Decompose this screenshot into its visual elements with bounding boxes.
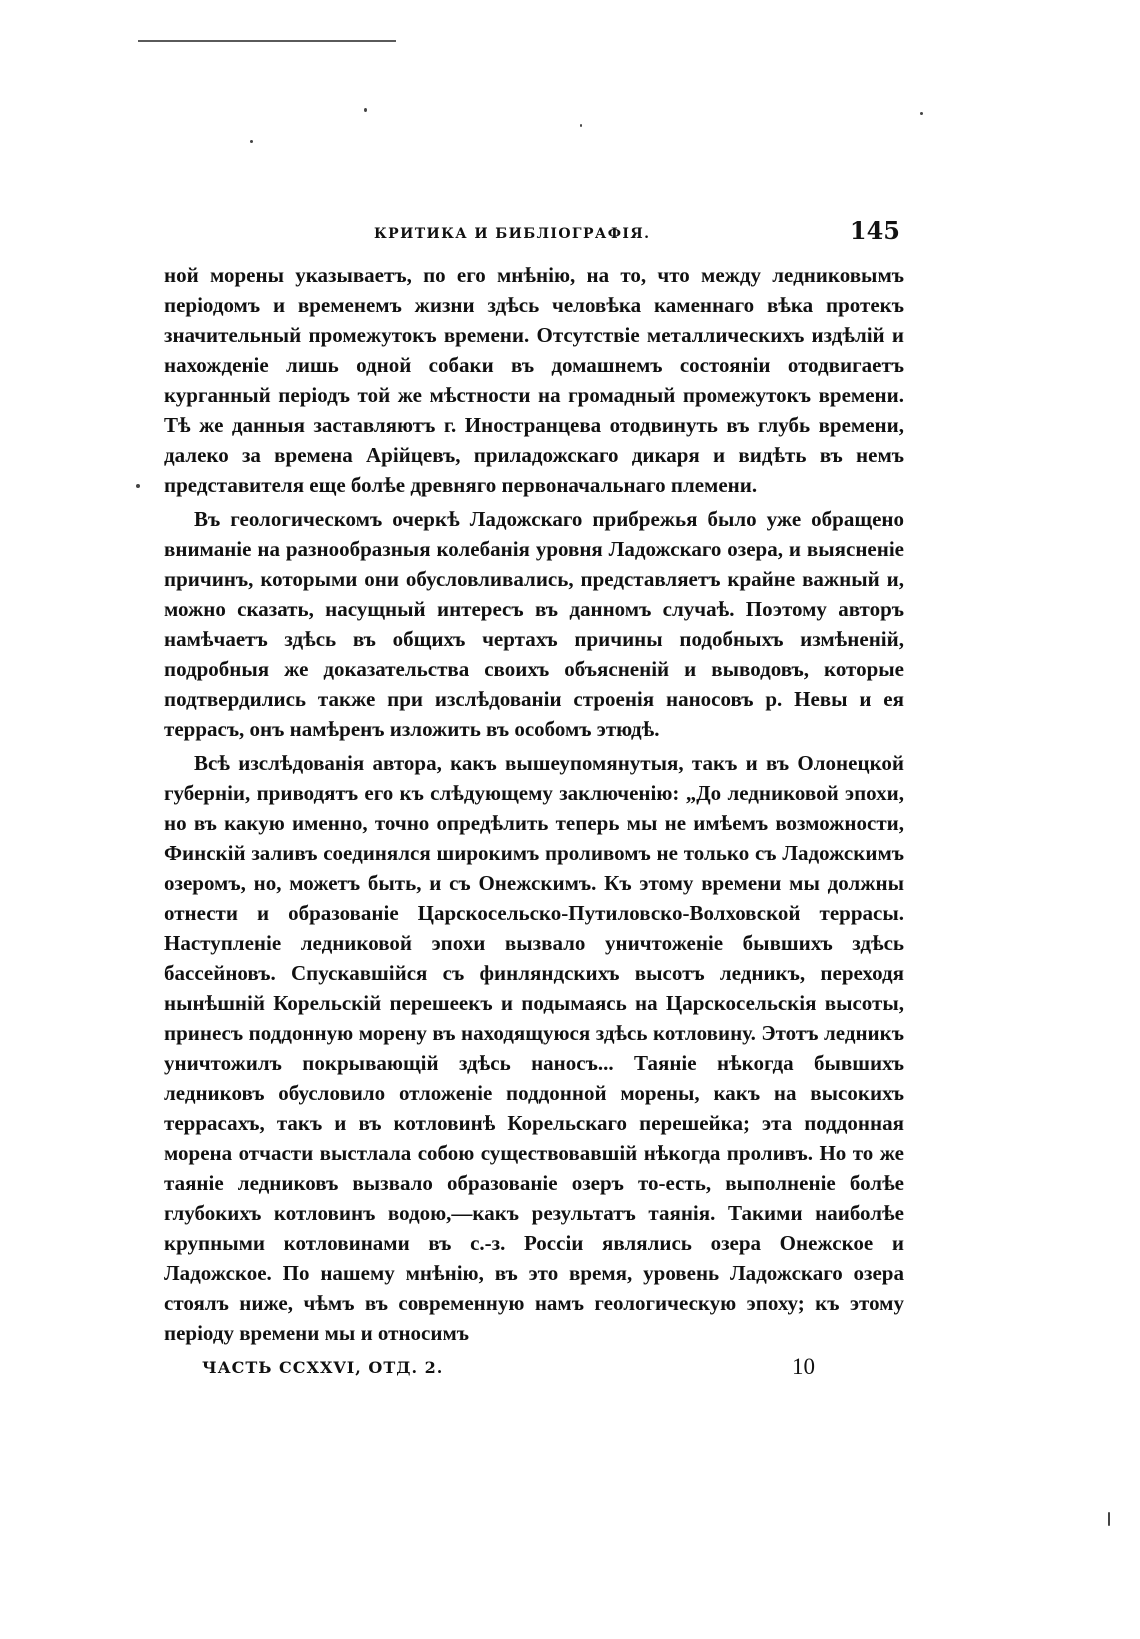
scan-speck <box>364 108 367 112</box>
running-head <box>164 212 904 252</box>
scan-speck <box>1108 1512 1110 1526</box>
scan-speck <box>250 140 253 143</box>
scan-speck <box>920 112 923 115</box>
running-title: КРИТИКА И БИБЛІОГРАФІЯ. <box>374 226 651 242</box>
footer-part-label: ЧАСТЬ CCXXVI, ОТД. 2. <box>202 1358 444 1377</box>
book-page <box>164 212 904 1388</box>
footer-signature: 10 <box>792 1354 815 1379</box>
body-text <box>164 260 904 1348</box>
scan-speck <box>580 124 582 127</box>
paragraph-3: Всѣ изслѣдованія автора, какъ вышеупомянутыя, такъ и въ Олонецкой губерніи, приводятъ его къ слѣдующему заключенію: „До ледниковой эпохи, но въ какую именно, точно опредѣлить теперь мы не имѣемъ возможности, Финскій заливъ соединялся широкимъ проливомъ не только съ Ладожскимъ озеромъ, но, можетъ быть, и съ Онежскимъ. Къ этому времени мы должны отнести и образованіе Царскосельско-Путиловско-Волховской террасы. Наступленіе ледниковой эпохи вызвало уничтоженіе бывшихъ здѣсь бассейновъ. Спускавшійся съ финляндскихъ высотъ ледникъ, переходя нынѣшній Корельскій перешеекъ и подымаясь на Царскосельскія высоты, принесъ поддонную морену въ находящуюся здѣсь котловину. Этотъ ледникъ уничтожилъ покрывающій здѣсь наносъ... Таяніе нѣкогда бывшихъ ледниковъ обусловило отложеніе поддонной морены, какъ на высокихъ террасахъ, такъ и въ котловинѣ Корельскаго перешейка; эта поддонная морена отчасти выстлала собою существовавшій нѣкогда проливъ. Но то же таяніе ледниковъ вызвало образованіе озеръ то-есть, выполненіе болѣе глубокихъ котловинъ водою,—какъ результатъ таянія. Такими наиболѣе крупными котловинами въ с.-з. Россіи являлись озера Онежское и Ладожское. По нашему мнѣнію, въ это время, уровень Ладожскаго озера стоялъ ниже, чѣмъ въ современную намъ геологическую эпоху; къ этому періоду времени мы и относимъ <box>164 751 904 1345</box>
paragraph-1: ной морены указываетъ, по его мнѣнію, на то, что между ледниковымъ періодомъ и временемъ жизни здѣсь человѣка каменнаго вѣка протекъ значительный промежутокъ времени. Отсутствіе металлическихъ издѣлій и нахожденіе лишь одной собаки въ домашнемъ состояніи отодвигаетъ курганный періодъ той же мѣстности на громадный промежутокъ времени. Тѣ же данныя заставляютъ г. Иностранцева отодвинуть въ глубь времени, далеко за времена Арійцевъ, приладожскаго дикаря и видѣть въ немъ представителя еще болѣе древняго первоначальнаго племени. <box>164 263 904 497</box>
page-footer <box>164 1354 904 1388</box>
scan-speck <box>136 484 140 488</box>
scan-edge-rule <box>138 40 396 42</box>
paragraph-2: Въ геологическомъ очеркѣ Ладожскаго прибрежья было уже обращено вниманіе на разнообразныя колебанія уровня Ладожскаго озера, и выясненіе причинъ, которыми они обусловливались, представляетъ крайне важный и, можно сказать, насущный интересъ въ данномъ случаѣ. Поэтому авторъ намѣчаетъ здѣсь въ общихъ чертахъ причины подобныхъ измѣненій, подробныя же доказательства своихъ объясненій и выводовъ, которые подтвердились также при изслѣдованіи строенія наносовъ р. Невы и ея террасъ, онъ намѣренъ изложить въ особомъ этюдѣ. <box>164 507 904 741</box>
page-number: 145 <box>849 216 900 245</box>
